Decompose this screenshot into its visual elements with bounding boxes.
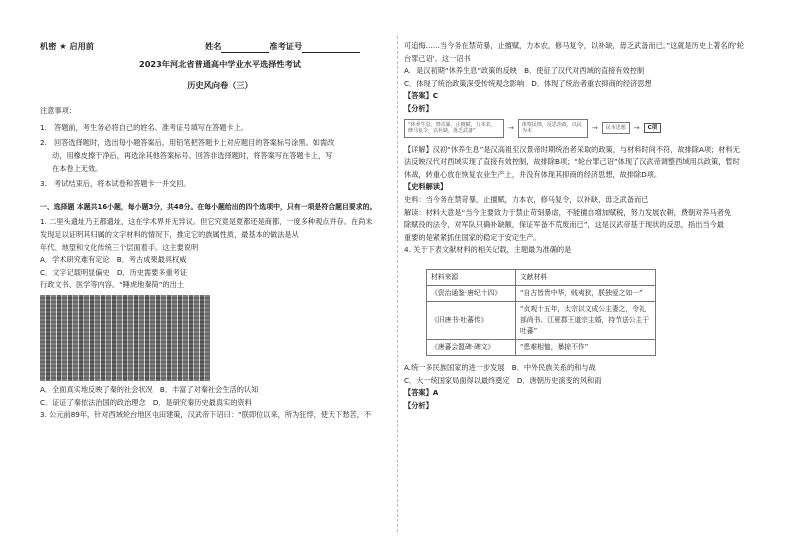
q3-detail-line: 【详解】汉初“休养生息”是汉高祖至汉景帝时期统治者采取的政策，与材料时间不符，故排除A项；材料无 — [404, 144, 740, 154]
name-label: 姓名 — [205, 41, 222, 51]
q1-line: 发现足以证明其归属的文字材料的情况下，推定它的族属性质，最基本的做法是从 — [40, 229, 299, 239]
q3-intro: 3. 公元前89年，针对西域轮台地区屯田建策，汉武帝下诏曰：“朕即位以来，所为狂悖，使天下愁苦，不 — [40, 410, 372, 420]
flow-box-source: “休养生息，禁苛暴，止擅赋，力本农，修马复令，以补缺，毋乏武备” — [404, 119, 504, 138]
section-heading: 一、选择题 本题共16小题，每小题3分，共48分。在每小题给出的四个选项中，只有一项是符合题目要求的。 — [40, 202, 377, 211]
table-header-cell: 材料来源 — [427, 269, 516, 285]
q1-option-row: C．文字记载明显偏史 D．历史需要多重考证 — [40, 267, 188, 277]
q3-analysis-label: 【分析】 — [404, 103, 433, 113]
q3-answer: 【答案】C — [404, 91, 439, 101]
table-cell: 《唐蕃会盟碑·碑文》 — [427, 339, 516, 355]
q3-reading-line: 解读：材料大意是“当今主要致力于禁止苛刻暴虐，不能擅自增加赋税，努力发展农耕，费朝对养马者免 — [404, 207, 732, 217]
table-header-cell: 文献材料 — [516, 269, 656, 285]
notice-item: 2. 回答选择题时，选出每小题答案后，用铅笔把答题卡上对应题目的答案标号涂黑。如需改 — [40, 138, 335, 148]
q3-continuation: 可追悔……当今务在禁苛暴，止擅赋，力本农，修马复令，以补缺，毋乏武备而已。”这就是历史上著名的'轮 — [404, 41, 744, 50]
table-cell: “贞观十五年，太宗以文成公主妻之，令礼部尚书、江夏郡王道宗主婚，持节送公主于吐蕃” — [516, 301, 656, 339]
q3-reading-line: 除赋役的法令，对军队只确补缺额，保证军备不荒废而已”，这是汉武帝基于现状的反思，指出当今最 — [404, 220, 724, 230]
exam-title: 2023年河北省普通高中学业水平选择性考试 — [139, 59, 301, 69]
name-field — [205, 40, 360, 53]
q3-reading-line: 重要的是紧紧抓住国家的稳定于安定生产。 — [404, 232, 541, 242]
q3-detail-line: 休战，转重心放在恢复农业生产上，并没有体现其抑商的经济思想，故排除D项。 — [404, 169, 662, 179]
q4-option-row: C．大一统国家局面得以最终奠定 D．唐朝历史演变的风和雨 — [404, 375, 602, 385]
q2-option-row: A．全面真实地反映了秦的社会状况 B．丰富了对秦社会生活的认知 — [40, 384, 259, 394]
secret-label: 机密 ★ 启用前 — [40, 41, 94, 51]
right-column — [404, 40, 764, 412]
notice-item: 动，用橡皮擦干净后，再选涂其他答案标号。回答非选择题时，将答案写在答题卡上，写 — [52, 150, 333, 160]
notice-heading: 注意事项： — [40, 106, 76, 116]
source-table — [426, 269, 656, 356]
q3-detail-line: 法反映汉代对西域实现了直接有效控制，故排除B项；“轮台罪己诏”体现了汉武帝调整西域用兵政策，暂时 — [404, 157, 740, 167]
q3-reading-label: 【史料解读】 — [404, 182, 448, 192]
flow-box-answer: C项 — [644, 123, 662, 134]
q1-line: 年代、地望和文化传统三个层面着手。这主要说明 — [40, 242, 199, 252]
table-row — [427, 301, 656, 339]
q4-stem: 4. 关于下表文献材料的相关记载，主题最为准确的是 — [404, 245, 572, 255]
q3-option-row: A．是汉初期“休养生息”政策的反映 B．使征了汉代对西域的直接有效控制 — [404, 66, 645, 76]
table-cell: 《资治通鉴·唐纪十四》 — [427, 285, 516, 301]
arrow-right-icon: → — [591, 123, 598, 132]
left-column — [40, 40, 400, 422]
notice-item: 3. 考试结束后，将本试卷和答题卡一并交回。 — [40, 179, 191, 189]
q2-option-row: C．证证了秦依法治国的政治理念 D．是研究秦历史最真实的资料 — [40, 397, 252, 407]
table-cell: “自古皆贵中华，贱夷狄，朕独爱之如一” — [516, 285, 656, 301]
q2-intro: 行政文书、医学等内容。“睡虎地秦简”的出土 — [40, 280, 185, 290]
q1-line: 1. 二里头遗址乃王都遗址，这在学术界并无异议。但它究竟是夏都还是商都，一度多种观点并存。在尚未 — [40, 217, 373, 227]
bamboo-slips-image — [40, 295, 210, 381]
table-cell: “患难相恤，暴掠不作” — [516, 339, 656, 355]
name-blank — [221, 43, 269, 53]
column-divider — [397, 36, 398, 532]
q3-continuation: 台罪己诏'。这一诏书 — [404, 53, 471, 63]
q4-answer: 【答案】A — [404, 388, 439, 398]
q4-analysis-label: 【分析】 — [404, 400, 433, 410]
notice-item: 在本卷上无效。 — [52, 163, 103, 173]
table-header-row — [427, 269, 656, 285]
flow-box-meaning: 体察民情，反思治政，以民为本 — [518, 119, 588, 138]
exam-header — [40, 40, 400, 52]
table-row — [427, 339, 656, 355]
analysis-flowchart — [404, 119, 764, 138]
table-row — [427, 285, 656, 301]
q4-option-row: A.统一多民族国家的进一步发展 B．中外民族关系的和与战 — [404, 362, 596, 372]
arrow-right-icon: → — [633, 123, 640, 132]
q3-reading-line: 史料：当今务在禁苛暴，止擅赋，力本农，修马复令，以补缺，毋乏武备而已 — [404, 194, 649, 204]
flow-box-thought: 民本思想 — [602, 122, 630, 135]
exam-subtitle: 历史风向卷（三） — [187, 79, 253, 90]
notice-item: 1. 答题前，考生务必将自己的姓名、准考证号填写在答题卡上。 — [40, 122, 249, 132]
arrow-right-icon: → — [508, 123, 514, 132]
q1-option-row: A．学术研究难有定论 B．考古成果最具权威 — [40, 255, 187, 265]
table-cell: 《旧唐书·吐蕃传》 — [427, 301, 516, 339]
exam-id-label: 准考证号 — [269, 41, 303, 51]
exam-id-blank — [302, 43, 360, 53]
q3-option-row: C．体现了统治政策深受传统观念影响 D．体现了统治者重农抑商的经济思想 — [404, 78, 652, 88]
